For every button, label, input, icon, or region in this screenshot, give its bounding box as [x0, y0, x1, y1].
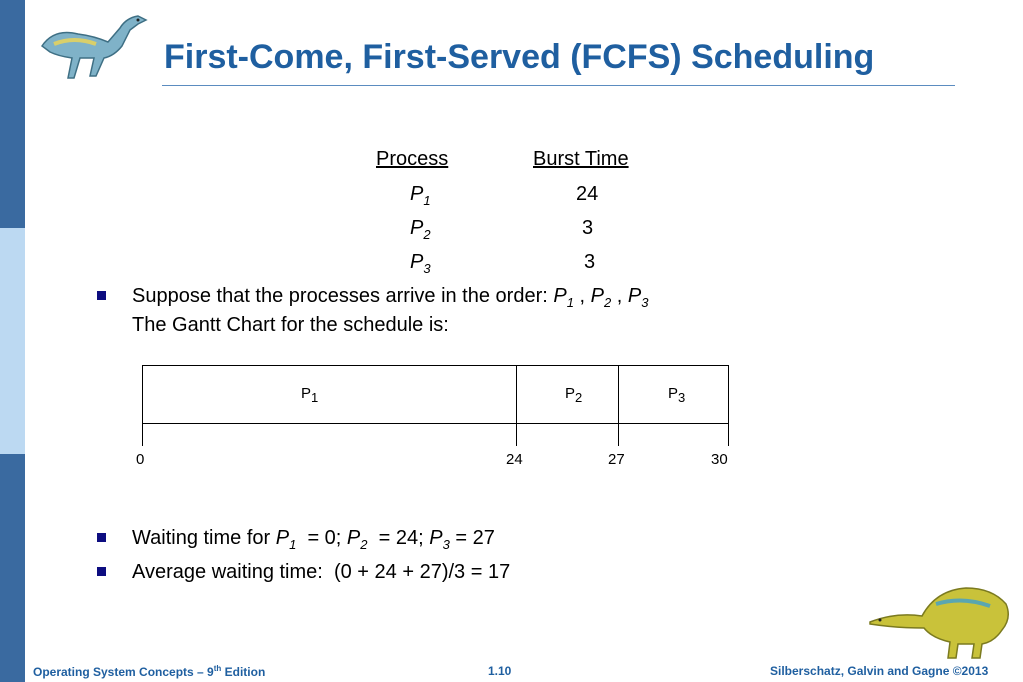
footer-page-number: 1.10	[488, 664, 512, 678]
gantt-chart	[142, 365, 729, 424]
gantt-tick-label: 27	[608, 451, 625, 468]
table-row-process: $P_3$	[410, 251, 431, 276]
gantt-divider	[618, 366, 619, 423]
footer-book-title: Operating System Concepts – 9th Edition	[33, 664, 266, 679]
table-row-process: $P_2$	[410, 217, 431, 242]
gantt-tick-label: 24	[506, 451, 523, 468]
bullet-square-icon	[97, 567, 106, 576]
table-header-process: Process	[376, 148, 449, 170]
gantt-block-label: $P_2$	[565, 385, 583, 405]
gantt-tick	[618, 424, 619, 446]
bullet-waiting-time: Waiting time for $P_1 = 0$; $P_2 = 24$; $P_3 = 27$	[132, 527, 495, 552]
bullet-square-icon	[97, 291, 106, 300]
bullet-average-waiting-time: Average waiting time: (0 + 24 + 27)/3 = 17	[132, 561, 511, 583]
dinosaur-logo-icon	[34, 6, 159, 86]
sidebar-stripe-middle	[0, 228, 25, 454]
table-row-process: $P_1$	[410, 183, 431, 208]
dinosaur-footer-icon	[866, 582, 1016, 662]
sidebar-stripe-top	[0, 0, 25, 228]
bullet-square-icon	[97, 533, 106, 542]
gantt-tick-label: 30	[711, 451, 728, 468]
title-underline	[162, 85, 955, 86]
sidebar-stripe	[0, 0, 25, 682]
sidebar-stripe-bottom	[0, 454, 25, 682]
table-header-burst-time: Burst Time	[533, 148, 629, 170]
gantt-tick	[516, 424, 517, 446]
gantt-tick-label: 0	[136, 451, 145, 468]
table-row-burst: 3	[584, 251, 596, 273]
gantt-block-label: $P_1$	[301, 385, 319, 405]
gantt-block-label: $P_3$	[668, 385, 686, 405]
gantt-divider	[516, 366, 517, 423]
page-title: First-Come, First-Served (FCFS) Scheduling	[164, 38, 875, 76]
table-row-burst: 24	[576, 183, 599, 205]
table-row-burst: 3	[582, 217, 594, 239]
footer-authors: Silberschatz, Galvin and Gagne ©2013	[770, 664, 989, 678]
bullet-arrival-order: Suppose that the processes arrive in the order: $P_1$ , $P_2$ , $P_3$ The Gantt Chart for the schedule is:	[132, 285, 649, 336]
gantt-tick	[728, 424, 729, 446]
gantt-tick	[142, 424, 143, 446]
